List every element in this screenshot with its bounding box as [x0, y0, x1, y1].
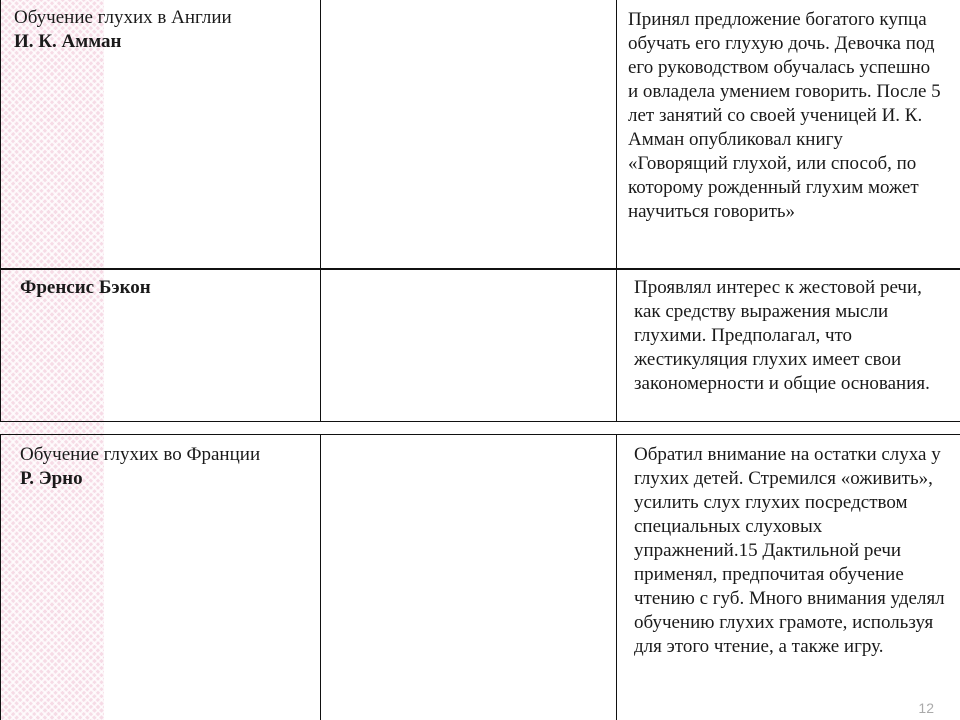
description-text: Проявлял интерес к жестовой речи, как средству выражения мысли глухими. Предполагал, что жестикуляция глухих имеет свои закономерности и общие основания. — [634, 277, 930, 394]
table-row-amman — [0, 0, 960, 269]
person-name: И. К. Амман — [14, 31, 122, 52]
description-cell — [616, 270, 960, 421]
empty-cell — [320, 435, 616, 720]
description-text: Обратил внимание на остатки слуха у глухих детей. Стремился «оживить», усилить слух глухих посредством специальных слуховых упражнений.15 Дактильной речи применял, предпочитая обучение чтению с губ. Много внимания уделял обучению глухих грамоте, используя для этого чтение, а также игру. — [634, 444, 945, 657]
name-cell — [0, 0, 320, 268]
empty-cell — [320, 270, 616, 421]
person-name: Френсис Бэкон — [20, 277, 151, 298]
section-heading: Обучение глухих в Англии — [14, 7, 232, 28]
table-row-bacon — [0, 269, 960, 422]
description-cell — [616, 435, 960, 720]
section-heading: Обучение глухих во Франции — [20, 444, 261, 465]
empty-cell — [320, 0, 616, 268]
description-cell — [616, 0, 960, 268]
description-text: Принял предложение богатого купца обучать его глухую дочь. Девочка под его руководством обучалась успешно и овладела умением говорить. После 5 лет занятий со своей ученицей И. К. Амман опубликовал книгу «Говорящий глухой, или способ, по которому рожденный глухим может научиться говорить» — [628, 9, 941, 222]
name-cell — [0, 435, 320, 720]
name-cell — [0, 270, 320, 421]
page-number: 12 — [918, 700, 934, 716]
table-row-erno — [0, 434, 960, 720]
person-name: Р. Эрно — [20, 468, 83, 489]
